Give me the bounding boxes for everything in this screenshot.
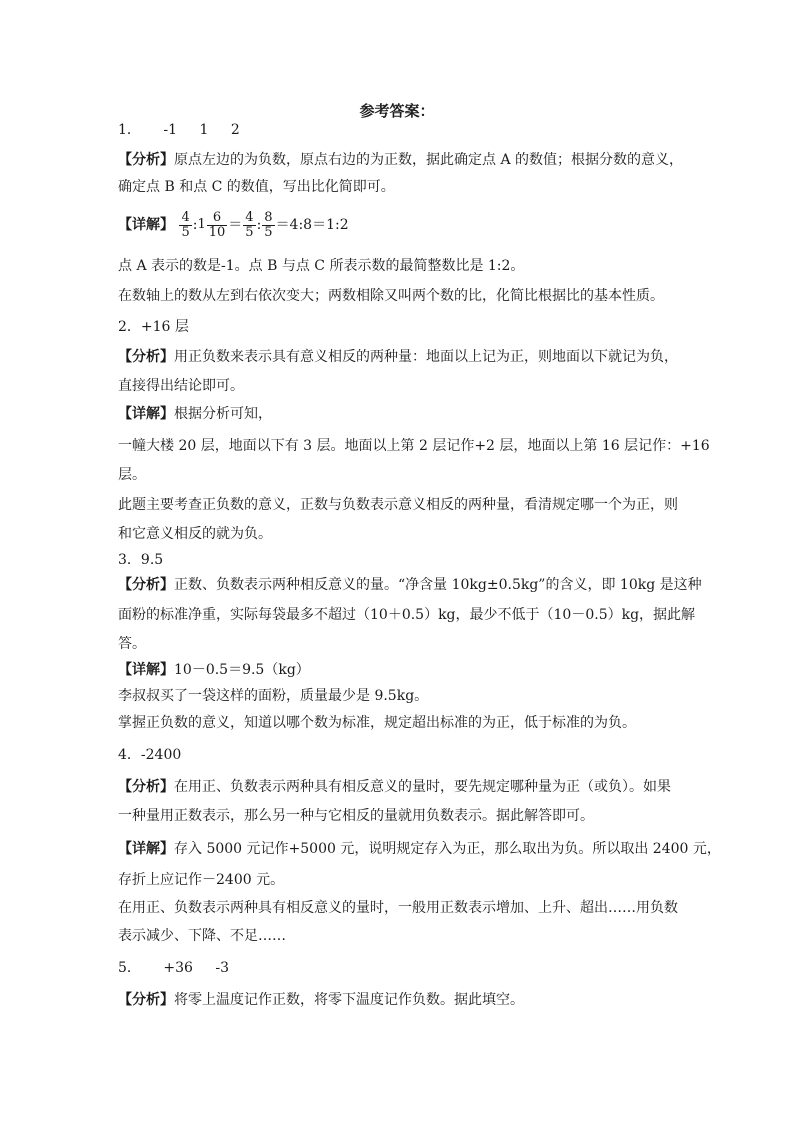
q2-text-line-2: 层。: [118, 467, 146, 483]
q3-analysis-line-3: 答。: [118, 636, 146, 652]
fraction-8-5: $\frac{8}{5}$: [264, 209, 273, 240]
q1-answer-1: -1: [163, 122, 178, 138]
q1-detail-line: 【详解】 $\frac{4}{5}$ :1 $\frac{6}{10}$ ＝ $\frac{4}{5}$ : $\frac{8}{5}$ ＝4:8＝1:2: [118, 209, 349, 240]
q3-analysis-tag: 【分析】: [118, 577, 174, 593]
q4-detail-tag: 【详解】: [118, 841, 174, 857]
q3-analysis-line-2: 面粉的标准净重，实际每袋最多不超过（10＋0.5）kg，最少不低于（10－0.5）kg，据此解: [118, 607, 696, 623]
mixed-number-1-6-10: 1 $\frac{6}{10}$: [197, 209, 226, 240]
q5-analysis-tag: 【分析】: [118, 992, 174, 1008]
q3-detail-tag: 【详解】: [118, 662, 174, 678]
q3-conclusion: 李叔叔买了一袋这样的面粉，质量最少是 9.5kg。: [118, 688, 429, 704]
q2-summary-line-1: 此题主要考查正负数的意义，正数与负数表示意义相反的两种量，看清规定哪一个为正，则: [118, 497, 678, 513]
q4-analysis-line-1: 【分析】在用正、负数表示两种具有相反意义的量时，要先规定哪种量为正（或负）。如果: [118, 779, 671, 795]
q4-analysis-tag: 【分析】: [118, 779, 174, 795]
q5-answer-2: -3: [215, 960, 230, 976]
q1-analysis-line-2: 确定点 B 和点 C 的数值，写出比化简即可。: [118, 179, 395, 195]
q1-answer-3: 2: [230, 122, 240, 138]
q4-summary-line-1: 在用正、负数表示两种具有相反意义的量时，一般用正数表示增加、上升、超出……用负数: [118, 900, 678, 916]
q1-detail-tag: 【详解】: [118, 217, 174, 233]
q2-answer-line: 2．+16 层: [118, 319, 189, 335]
q5-answer-1: +36: [163, 960, 193, 976]
q1-analysis-text-1: 原点左边的为负数，原点右边的为正数，据此确定点 A 的数值；根据分数的意义，: [174, 152, 684, 168]
q3-summary: 掌握正负数的意义，知道以哪个数为标准，规定超出标准的为正，低于标准的为负。: [118, 715, 636, 731]
q1-analysis-line-1: [118, 150, 683, 170]
page-title: 参考答案：: [359, 102, 435, 120]
q2-detail-tag: 【详解】: [118, 406, 174, 422]
q1-summary: 在数轴上的数从左到右依次变大；两数相除又叫两个数的比，化简比根据比的基本性质。: [118, 288, 664, 304]
q4-detail-line-2: 存折上应记作－2400 元。: [118, 872, 285, 888]
q1-conclusion: 点 A 表示的数是-1。点 B 与点 C 所表示数的最简整数比是 1:2。: [118, 258, 525, 274]
q4-detail-line-1: 【详解】存入 5000 元记作+5000 元，说明规定存入为正，那么取出为负。所以取出 2400 元，: [118, 841, 721, 857]
q4-analysis-line-2: 一种量用正数表示，那么另一种与它相反的量就用负数表示。据此解答即可。: [118, 808, 594, 824]
q5-analysis-line-1: 【分析】将零上温度记作正数，将零下温度记作负数。据此填空。: [118, 992, 524, 1008]
q3-answer-line: 3．9.5: [118, 552, 164, 568]
q2-text-line-1: 一幢大楼 20 层，地面以下有 3 层。地面以上第 2 层记作+2 层，地面以上第 16 层记作：+16: [118, 438, 710, 454]
q5-answer-line: [118, 958, 229, 978]
q4-answer-line: 4．-2400: [118, 747, 182, 763]
q1-analysis-tag: 【分析】: [118, 152, 174, 168]
q3-analysis-line-1: 【分析】正数、负数表示两种相反意义的量。“净含量 10kg±0.5kg”的含义，即 10kg 是这种: [118, 577, 702, 593]
fraction-4-5-a: $\frac{4}{5}$: [181, 209, 190, 240]
q2-analysis-line-1: 【分析】用正负数来表示具有意义相反的两种量：地面以上记为正，则地面以下就记为负，: [118, 349, 678, 365]
q5-number: 5．: [118, 960, 141, 976]
q4-summary-line-2: 表示减少、下降、不足……: [118, 928, 286, 944]
q1-ratio-result: ＝4:8＝1:2: [275, 217, 349, 233]
q1-number: 1．: [118, 122, 141, 138]
q3-detail-line: 【详解】10－0.5＝9.5（kg）: [118, 662, 310, 678]
q2-summary-line-2: 和它意义相反的就为负。: [118, 526, 272, 542]
q2-detail-line: 【详解】根据分析可知，: [118, 406, 272, 422]
fraction-4-5-b: $\frac{4}{5}$: [245, 209, 254, 240]
q1-answer-line: [118, 120, 240, 140]
q1-answer-2: 1: [199, 122, 209, 138]
q2-analysis-tag: 【分析】: [118, 349, 174, 365]
q2-analysis-line-2: 直接得出结论即可。: [118, 378, 244, 394]
